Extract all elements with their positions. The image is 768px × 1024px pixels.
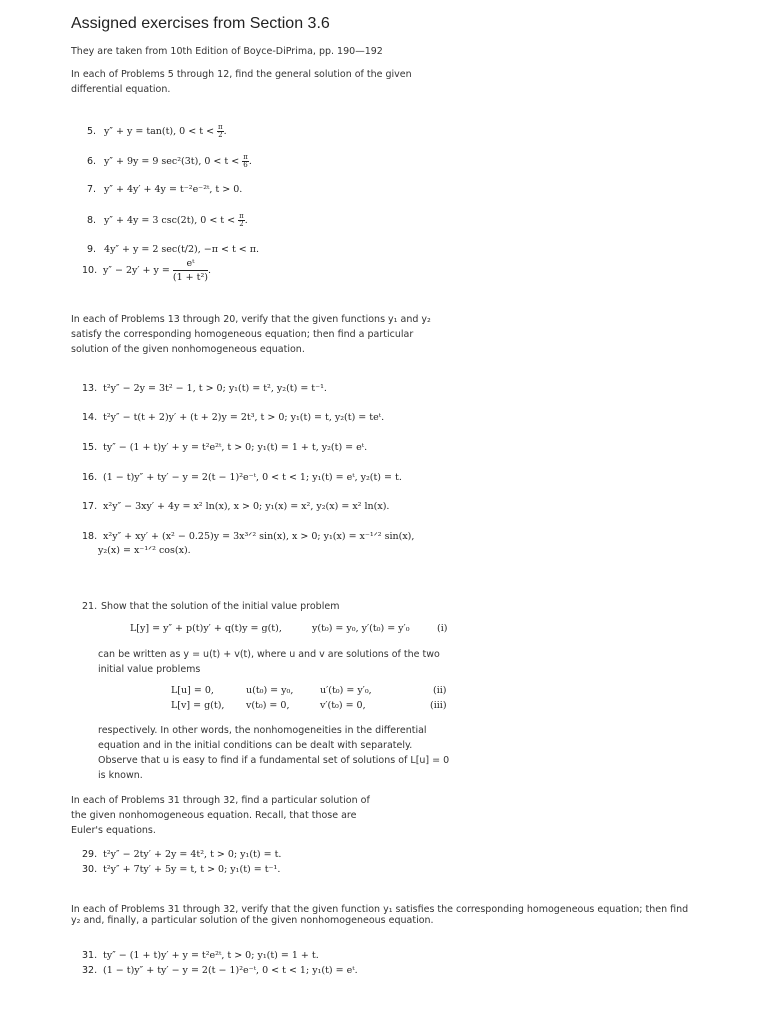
problem-32: 32. (1 − t)y″ + ty′ − y = 2(t − 1)²e⁻ᵗ, 0 < t < 1; y₁(t) = eᵗ.	[82, 965, 358, 976]
fraction: $\frac{\text{eᵗ}}{\text{(1 + t²)}}$	[172, 258, 208, 283]
problem-18: 18. x²y″ + xy′ + (x² − 0.25)y = 3x³ᐟ² sin(x), x > 0; y₁(x) = x⁻¹ᐟ² sin(x),	[82, 531, 415, 542]
problem-14: 14. t²y″ − t(t + 2)y′ + (t + 2)y = 2t³, t > 0; y₁(t) = t, y₂(t) = teᵗ.	[82, 412, 385, 423]
fraction: $\frac{\pi}{2}$	[239, 212, 244, 228]
page-title: Assigned exercises from Section 3.6	[71, 15, 330, 32]
section3-intro: In each of Problems 31 through 32, find a particular solution of the given nonhomogeneous equation. Recall, that those are Euler's equations.	[71, 795, 370, 836]
equation-main: L[y] = y″ + p(t)y′ + q(t)y = g(t),	[130, 623, 282, 634]
system-row-iii-c1: v(t₀) = 0,	[246, 700, 290, 711]
problem-21-closing: respectively. In other words, the nonhomogeneities in the differential equation and in the initial conditions can be dealt with separately. Observe that u is easy to find if a fundamental set of solutions of L[u] = 0 is known.	[98, 725, 450, 781]
problem-5: 5. y″ + y = tan(t), 0 < t < $\frac{\pi}{2}$ .	[87, 123, 227, 139]
problem-7: 7. y″ + 4y′ + 4y = t⁻²e⁻²ᵗ, t > 0.	[87, 184, 243, 195]
source-line: They are taken from 10th Edition of Boyce-DiPrima, pp. 190—192	[71, 46, 383, 57]
section2-intro: In each of Problems 13 through 20, verify that the given functions y₁ and y₂ satisfy the corresponding homogeneous equation; then find a particular solution of the given nonhomogeneous equation.	[71, 314, 431, 355]
fraction: $\frac{\pi}{2}$	[218, 123, 223, 139]
problem-29: 29. t²y″ − 2ty′ + 2y = 4t², t > 0; y₁(t) = t.	[82, 849, 282, 860]
system-row-ii-c1: u(t₀) = y₀,	[246, 685, 294, 696]
section1-intro: In each of Problems 5 through 12, find the general solution of the given differential equation.	[71, 69, 412, 95]
problem-13: 13. t²y″ − 2y = 3t² − 1, t > 0; y₁(t) = t², y₂(t) = t⁻¹.	[82, 383, 327, 394]
section4-intro: In each of Problems 31 through 32, verify that the given function y₁ satisfies the corresponding homogeneous equation; then find y₂ and, finally, a particular solution of the given nonhomogeneous equation.	[71, 904, 689, 926]
problem-10: 10. y″ − 2y′ + y = $\frac{\text{eᵗ}}{\text{(1 + t²)}}$ .	[82, 258, 212, 283]
equation-tag-i: (i)	[437, 623, 448, 634]
equation-tag-ii: (ii)	[433, 685, 447, 696]
problem-30: 30. t²y″ + 7ty′ + 5y = t, t > 0; y₁(t) = t⁻¹.	[82, 864, 281, 875]
problem-21-lead: 21. Show that the solution of the initial value problem	[82, 601, 340, 612]
problem-18-continued: y₂(x) = x⁻¹ᐟ² cos(x).	[98, 545, 191, 556]
system-row-ii-c2: u′(t₀) = y′₀,	[320, 685, 372, 696]
problem-15: 15. ty″ − (1 + t)y′ + y = t²e²ᵗ, t > 0; y₁(t) = 1 + t, y₂(t) = eᵗ.	[82, 442, 368, 453]
problem-17: 17. x²y″ − 3xy′ + 4y = x² ln(x), x > 0; y₁(x) = x², y₂(x) = x² ln(x).	[82, 501, 390, 512]
problem-9: 9. 4y″ + y = 2 sec(t/2), −π < t < π.	[87, 244, 260, 255]
equation-initial-conditions: y(t₀) = y₀, y′(t₀) = y′₀	[312, 623, 410, 634]
problem-8: 8. y″ + 4y = 3 csc(2t), 0 < t < $\frac{\pi}{2}$ .	[87, 212, 248, 228]
problem-16: 16. (1 − t)y″ + ty′ − y = 2(t − 1)²e⁻ᵗ, 0 < t < 1; y₁(t) = eᵗ, y₂(t) = t.	[82, 472, 402, 483]
system-row-iii-lhs: L[v] = g(t),	[171, 700, 225, 711]
problem-6: 6. y″ + 9y = 9 sec²(3t), 0 < t < $\frac{\pi}{6}$ .	[87, 153, 252, 169]
problem-31: 31. ty″ − (1 + t)y′ + y = t²e²ᵗ, t > 0; y₁(t) = 1 + t.	[82, 950, 319, 961]
fraction: $\frac{\pi}{6}$	[243, 153, 248, 169]
problem-21-mid: can be written as y = u(t) + v(t), where u and v are solutions of the two initial value problems	[98, 649, 440, 675]
system-row-iii-c2: v′(t₀) = 0,	[320, 700, 366, 711]
equation-tag-iii: (iii)	[430, 700, 447, 711]
system-row-ii-lhs: L[u] = 0,	[171, 685, 214, 696]
